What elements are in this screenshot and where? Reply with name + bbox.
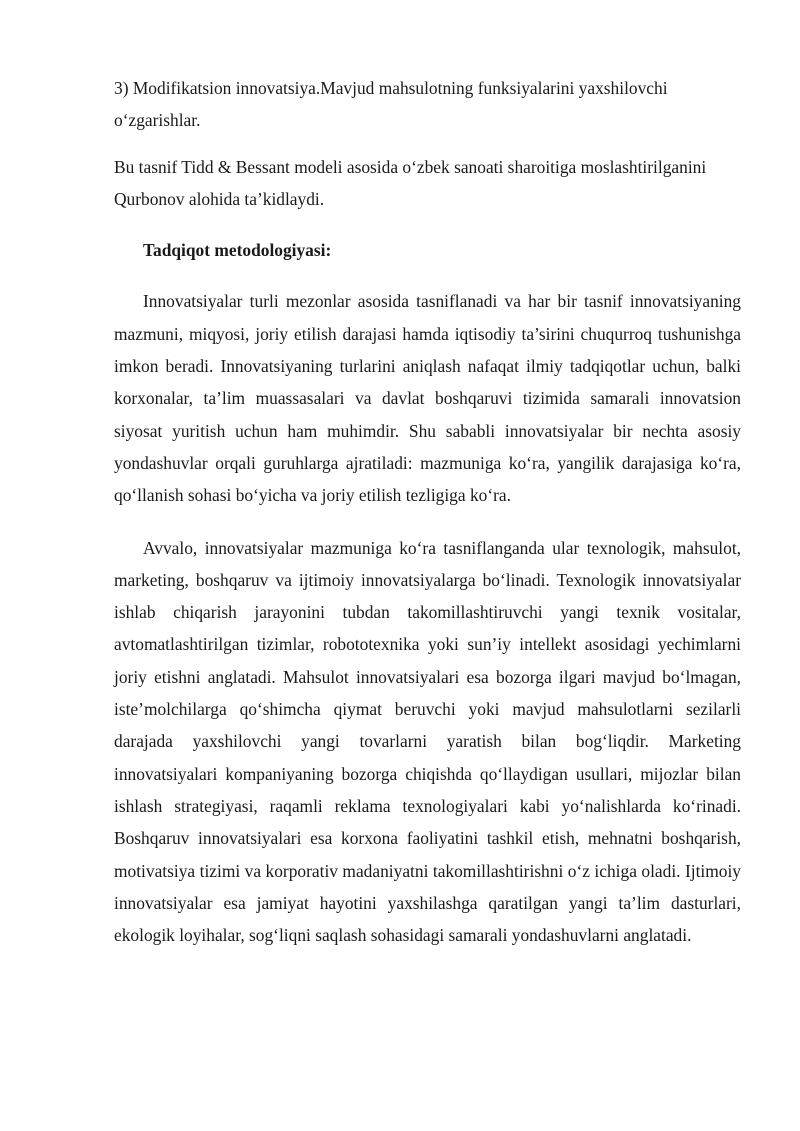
- classification-note: Bu tasnif Tidd & Bessant modeli asosida o‘zbek sanoati sharoitiga moslashtirilganini Qurbonov alohida ta’kidlaydi.: [114, 156, 707, 209]
- body-paragraph-2: Avvalo, innovatsiyalar mazmuniga ko‘ra tasniflanganda ular texnologik, mahsulot, marketing, boshqaruv va ijtimoiy innovatsiyalarga bo‘linadi. Texnologik innovatsiyalar ishlab chiqarish jarayonini tubdan takomillashtiruvchi yangi texnik vositalar, avtomatlashtirilgan tizimlar, robototexnika yoki sun’iy intellekt asosidagi yechimlarni joriy etishni anglatadi. Mahsulot innovatsiyalari esa bozorga ilgari mavjud bo‘lmagan, iste’molchilarga qo‘shimcha qiymat beruvchi yoki mavjud mahsulotlarni sezilarli darajada yaxshilovchi yangi tovarlarni yaratish bilan bog‘liqdir. Marketing innovatsiyalari kompaniyaning bozorga chiqishda qo‘llaydigan usullari, mijozlar bilan ishlash strategiyasi, raqamli reklama texnologiyalari kabi yo‘nalishlarda ko‘rinadi. Boshqaruv innovatsiyalari esa korxona faoliyatini tashkil etish, mehnatni boshqarish, motivatsiya tizimi va korporativ madaniyatni takomillashtirishni o‘z ichiga oladi. Ijtimoiy innovatsiyalar esa jamiyat hayotini yaxshilashga qaratilgan yangi ta’lim dasturlari, ekologik loyihalar, sog‘liqni saqlash sohasidagi samarali yondashuvlarni anglatadi.: [114, 537, 741, 946]
- section-heading: Tadqiqot metodologiyasi:: [143, 240, 332, 261]
- body-paragraph-1: Innovatsiyalar turli mezonlar asosida tasniflanadi va har bir tasnif innovatsiyaning mazmuni, miqyosi, joriy etilish darajasi hamda iqtisodiy ta’sirini chuqurroq tushunishga imkon beradi. Innovatsiyaning turlarini aniqlash nafaqat ilmiy tadqiqotlar uchun, balki korxonalar, ta’lim muassasalari va davlat boshqaruvi tizimida samarali innovatsion siyosat yuritish uchun ham muhimdir. Shu sababli innovatsiyalar bir nechta asosiy yondashuvlar orqali guruhlarga ajratiladi: mazmuniga ko‘ra, yangilik darajasiga ko‘ra, qo‘llanish sohasi bo‘yicha va joriy etilish tezligiga ko‘ra.: [114, 291, 741, 506]
- document-body: [114, 72, 741, 951]
- list-item-3: 3) Modifikatsion innovatsiya.Mavjud mahsulotning funksiyalarini yaxshilovchi o‘zgarishlar.: [114, 78, 668, 131]
